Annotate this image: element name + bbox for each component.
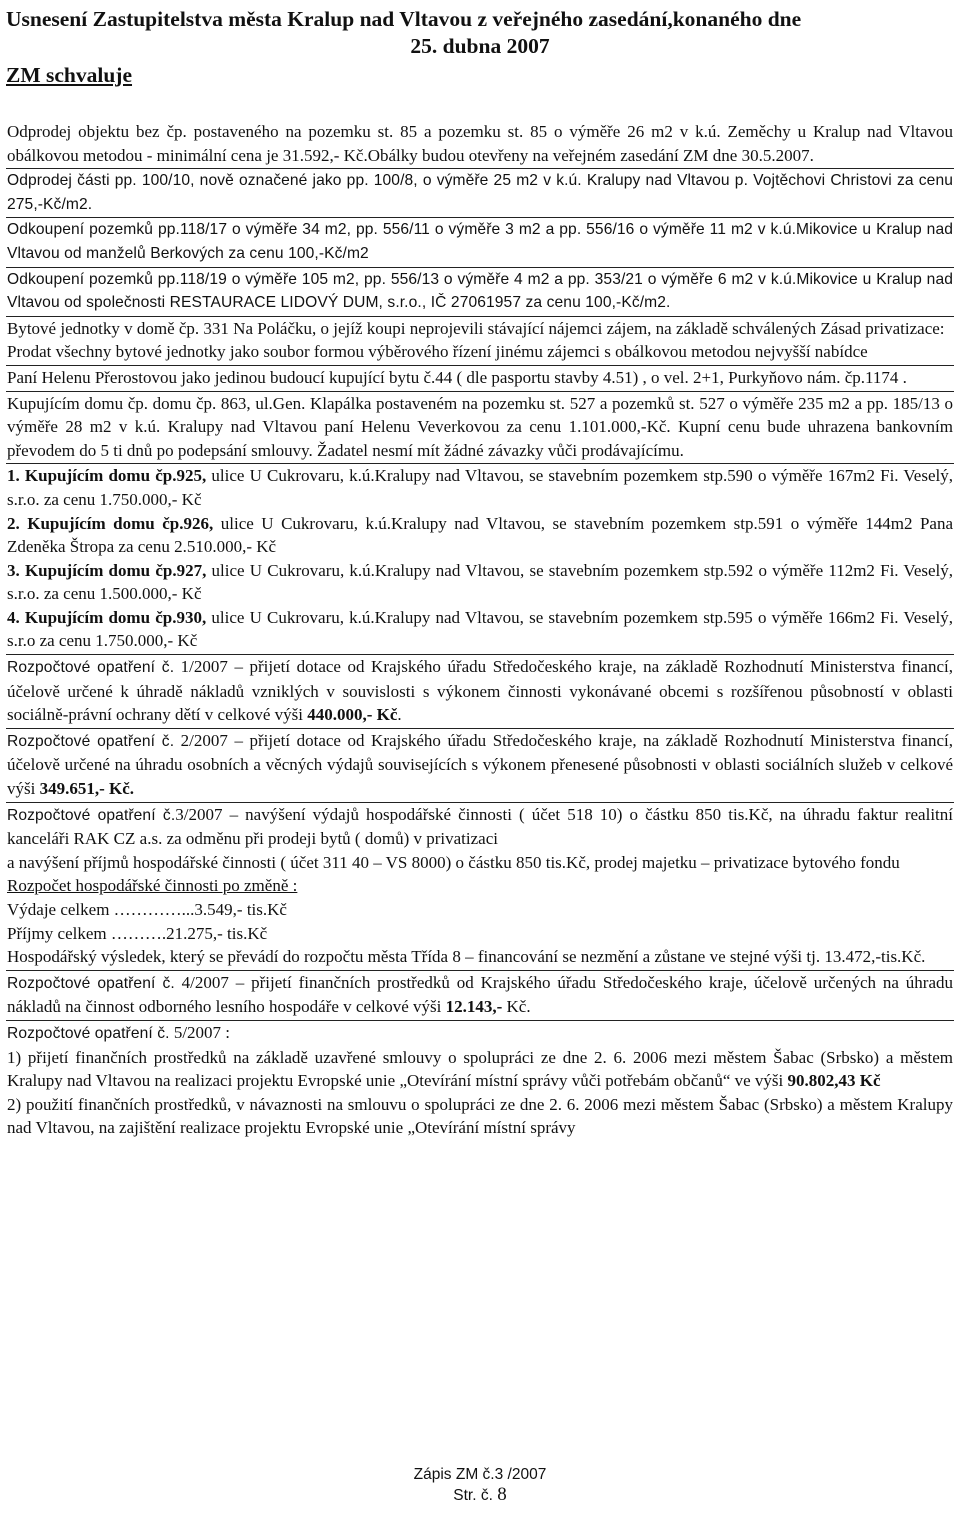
paragraph: Kupujícím domu čp. domu čp. 863, ul.Gen. Klapálka postaveném na pozemku st. 527 a pozemků st. 527 o výměře 235 m2 a pp. 185/13 o výměře 28 m2 v k.ú. Kralupy nad Vltavou paní Helenu Veverkovou za cenu 1.101.000,-Kč. Kupní cenu bude uhrazena bankovním převodem do 5 ti dnů po podepsání smlouvy. Žadatel nesmí mít žádné závazky vůči prodávajícímu. xyxy=(7,393,953,460)
resolution-land-sale xyxy=(6,168,954,217)
paragraph: Odkoupení pozemků pp.118/17 o výměře 34 m2, pp. 556/11 o výměře 3 m2 a pp. 556/16 o výměře 11 m2 v k.ú.Mikovice u Kralup nad Vltavou od manželů Berkových za cenu 100,-Kč/m2 xyxy=(7,221,953,262)
list-item xyxy=(7,464,953,511)
measure-text: 1) přijetí finančních prostředků na základě uzavřené smlouvy o spolupráci ze dne 2. 6. 2006 mezi městem Šabac (Srbsko) a městem Kralupy nad Vltavou na realizaci projektu Evropské unie „Otevírání místní správy vůči potřebám občanů“ ve výši xyxy=(7,1047,953,1091)
budget-measure-2 xyxy=(6,728,954,802)
measure-label: Rozpočtové opatření č. xyxy=(7,806,176,824)
resolution-land-purchase-2 xyxy=(6,267,954,316)
page-footer xyxy=(0,1465,960,1506)
section-heading: ZM schvaluje xyxy=(6,63,133,87)
budget-measure-3 xyxy=(6,802,954,970)
measure-amount: 440.000,- Kč xyxy=(307,705,398,725)
document-title xyxy=(6,6,954,60)
measure-label: Rozpočtové opatření č. xyxy=(7,659,175,677)
item-lead: 2. Kupujícím domu čp.926, xyxy=(7,513,214,533)
budget-income: Příjmy celkem ……….21.275,- tis.Kč xyxy=(7,923,268,943)
resolution-house-buyers xyxy=(6,463,954,654)
paragraph xyxy=(7,1021,953,1046)
page-number-value: 8 xyxy=(497,1484,507,1505)
resolution-buyer-house xyxy=(6,391,954,464)
measure-text: 3/2007 – navýšení výdajů hospodářské činnosti ( účet 518 10) o částku 850 tis.Kč, na úhradu faktur realitní kanceláři RAK CZ a.s. za odměnu při prodeji bytů ( domů) v privatizaci xyxy=(7,804,953,849)
budget-measure-4 xyxy=(6,970,954,1020)
paragraph: Paní Helenu Přerostovou jako jedinou budoucí kupující bytu č.44 ( dle pasportu stavby 4.51) , o vel. 2+1, Purkyňovo nám. čp.1174 . xyxy=(7,367,907,387)
document-page xyxy=(6,6,954,1141)
minutes-reference: Zápis ZM č.3 /2007 xyxy=(413,1466,547,1483)
paragraph: Bytové jednotky v domě čp. 331 Na Poláčku, o jejíž koupi neprojevili stávající nájemci zájem, na základě schválených Zásad privatizace: xyxy=(7,318,945,338)
item-text: ulice U Cukrovaru, k.ú.Kralupy nad Vltavou, se stavebním pozemkem stp.595 o výměře 166m2 Fi. Veselý, s.r.o za cenu 1.750.000,- Kč xyxy=(7,607,953,651)
paragraph: Odprodej části pp. 100/10, nově označené jako pp. 100/8, o výměře 25 m2 v k.ú. Kralupy nad Vltavou p. Vojtěchovi Christovi za cenu 275,-Kč/m2. xyxy=(7,172,953,213)
paragraph: Prodat všechny bytové jednotky jako soubor formou výběrového řízení jinému zájemci s obálkovou metodou nejvyšší nabídce xyxy=(7,342,868,362)
resolution-flat-units xyxy=(6,316,954,365)
title-line-2: 25. dubna 2007 xyxy=(410,34,550,58)
measure-text: 5/2007 : xyxy=(169,1022,231,1042)
measure-text: 2/2007 – přijetí dotace od Krajského úřadu Středočeského kraje, na základě Rozhodnutí Ministerstva financí, účelově určené na úhradu osobních a věcných výdajů souvisejících s výkonem přenesené působnosti v oblasti sociálních služeb v celkové výši xyxy=(7,730,953,799)
paragraph: Odkoupení pozemků pp.118/19 o výměře 105 m2, pp. 556/13 o výměře 4 m2 a pp. 353/21 o výměře 6 m2 v k.ú.Mikovice u Kralup nad Vltavou od společnosti RESTAURACE LIDOVÝ DUM, s.r.o., IČ 27061957 za cenu 100,-Kč/m2. xyxy=(7,270,953,312)
resolution-land-purchase-1 xyxy=(6,217,954,266)
budget-measure-5 xyxy=(6,1020,954,1141)
page-number-label: Str. č. xyxy=(453,1487,493,1504)
list-item xyxy=(7,559,953,606)
budget-measure-1 xyxy=(6,654,954,728)
item-text: ulice U Cukrovaru, k.ú.Kralupy nad Vltavou, se stavebním pozemkem stp.592 o výměře 112m2 Fi. Veselý, s.r.o. za cenu 1.500.000,- Kč xyxy=(7,560,953,604)
measure-label: Rozpočtové opatření č. xyxy=(7,732,175,750)
measure-text: 4/2007 – přijetí finančních prostředků od Krajského úřadu Středočeského kraje, účelově určených na úhradu nákladů na činnost odborného lesního hospodáře v celkové výši xyxy=(7,972,953,1017)
paragraph: 2) použití finančních prostředků, v návaznosti na smlouvu o spolupráci ze dne 2. 6. 2006 mezi městem Šabac (Srbsko) a městem Kralupy nad Vltavou, na zajištění realizace projektu Evropské unie „Otevírání místní správy xyxy=(7,1094,953,1138)
paragraph: Rozpočtové opatření č. 1/2007 – přijetí dotace od Krajského úřadu Středočeského kraje, na základě Rozhodnutí Ministerstva financí, účelově určené k úhradě nákladů vzniklých v souvislosti s výkonem činnosti vykonávané obcemi s rozšířenou působností v oblasti sociálně-právní ochrany dětí v celkové výši 440.000,- Kč. xyxy=(7,657,953,725)
measure-text: 1/2007 – přijetí dotace od Krajského úřadu Středočeského kraje, na základě Rozhodnutí Ministerstva financí, účelově určené k úhradě nákladů vzniklých v souvislosti s výkonem činnosti vykonávané obcemi s rozšířenou působností v oblasti sociálně-právní ochrany dětí v celkové výši xyxy=(7,657,953,725)
resolution-object-sale xyxy=(6,120,954,168)
list-item xyxy=(7,606,953,653)
budget-summary-title: Rozpočet hospodářské činnosti po změně : xyxy=(7,876,298,896)
item-lead: 4. Kupujícím domu čp.930, xyxy=(7,607,207,627)
paragraph xyxy=(7,729,953,801)
paragraph: a navýšení příjmů hospodářské činnosti ( účet 311 40 – VS 8000) o částku 850 tis.Kč, prodej majetku – privatizace bytového fondu xyxy=(7,852,900,872)
item-lead: 3. Kupujícím domu čp.927, xyxy=(7,560,207,580)
paragraph xyxy=(7,971,953,1019)
item-text: ulice U Cukrovaru, k.ú.Kralupy nad Vltavou, se stavebním pozemkem stp.591 o výměře 144m2 Pana Zdeněka Štropa za cenu 2.510.000,- Kč xyxy=(7,513,954,557)
title-line-1: Usnesení Zastupitelstva města Kralup nad Vltavou z veřejného zasedání,konaného dne xyxy=(6,7,802,31)
list-item xyxy=(7,512,953,559)
paragraph xyxy=(7,1046,953,1093)
item-lead: 1. Kupujícím domu čp.925, xyxy=(7,466,207,486)
paragraph xyxy=(7,803,953,851)
page-number xyxy=(0,1485,960,1506)
budget-expenses: Výdaje celkem …………...3.549,- tis.Kč xyxy=(7,900,287,919)
measure-amount: 12.143,- xyxy=(445,997,503,1017)
measure-text: Kč. xyxy=(502,997,531,1017)
resolution-buyer-flat xyxy=(6,365,954,391)
paragraph: Hospodářský výsledek, který se převádí do rozpočtu města Třída 8 – financování se nezmění a zůstane ve stejné výši tj. 13.472,-tis.Kč. xyxy=(7,947,926,967)
measure-amount: 349.651,- Kč. xyxy=(39,779,135,799)
measure-amount: 90.802,43 Kč xyxy=(787,1071,881,1091)
paragraph: Odprodej objektu bez čp. postaveného na pozemku st. 85 a pozemku st. 85 o výměře 26 m2 v k.ú. Zeměchy u Kralup nad Vltavou obálkovou metodou - minimální cena je 31.592,- Kč.Obálky budou otevřeny na veřejném zasedání ZM dne 30.5.2007. xyxy=(7,122,953,165)
measure-label: Rozpočtové opatření č. xyxy=(7,1024,170,1042)
measure-label: Rozpočtové opatření č. xyxy=(7,974,175,992)
item-text: ulice U Cukrovaru, k.ú.Kralupy nad Vltavou, se stavebním pozemkem stp.590 o výměře 167m2 Fi. Veselý, s.r.o. za cenu 1.750.000,- Kč xyxy=(7,466,953,509)
